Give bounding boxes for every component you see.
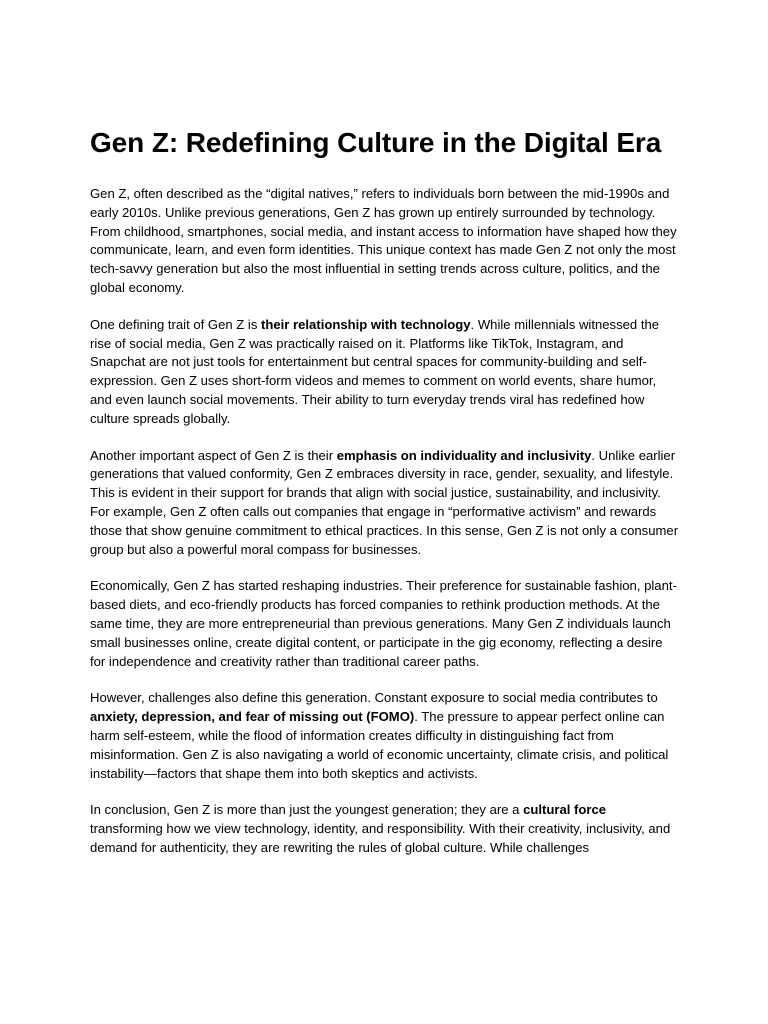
paragraph-text: . The pressure to appear perfect online can harm self-esteem, while the flood of information creates difficulty in distinguishing fact from misinformation. Gen Z is also navigating a world of economic uncertainty, climate crisis, and political instability—factors that shape them into both skeptics and activists.: [90, 709, 669, 781]
paragraph-technology: [90, 316, 680, 429]
bold-phrase: anxiety, depression, and fear of missing out (FOMO): [90, 709, 415, 725]
bold-phrase: emphasis on individuality and inclusivity: [336, 447, 592, 463]
document-body: [90, 123, 680, 876]
paragraph-text: However, challenges also define this generation. Constant exposure to social media contributes to: [90, 690, 658, 706]
paragraph-challenges: [90, 689, 680, 783]
document-title: Gen Z: Redefining Culture in the Digital Era: [90, 127, 662, 158]
paragraph-economy: Economically, Gen Z has started reshaping industries. Their preference for sustainable fashion, plant-based diets, and eco-friendly products has forced companies to rethink production methods. At the same time, they are more entrepreneurial than previous generations. Many Gen Z individuals launch small businesses online, create digital content, or participate in the gig economy, reflecting a desire for independence and creativity rather than traditional career paths.: [90, 578, 677, 669]
bold-phrase: cultural force: [523, 802, 607, 818]
paragraph-text: transforming how we view technology, identity, and responsibility. With their creativity, inclusivity, and demand for authenticity, they are rewriting the rules of global culture. While challenges: [90, 821, 671, 855]
paragraph-text: One defining trait of Gen Z is: [90, 316, 262, 332]
paragraph-intro: Gen Z, often described as the “digital natives,” refers to individuals born between the mid-1990s and early 2010s. Unlike previous generations, Gen Z has grown up entirely surrounded by technology. From childhood, smartphones, social media, and instant access to information have shaped how they communicate, learn, and even form identities. This unique context has made Gen Z not only the most tech-savvy generation but also the most influential in setting trends across culture, politics, and the global economy.: [90, 186, 677, 295]
paragraph-text: Another important aspect of Gen Z is their: [90, 447, 337, 463]
paragraph-conclusion: [90, 801, 680, 857]
paragraph-text: In conclusion, Gen Z is more than just the youngest generation; they are a: [90, 802, 524, 818]
paragraph-text: . While millennials witnessed the rise of social media, Gen Z was practically raised on it. Platforms like TikTok, Instagram, and Snapchat are not just tools for entertainment but central spaces for community-building and self-expression. Gen Z uses short-form videos and memes to comment on world events, share humor, and even launch social movements. Their ability to turn everyday trends viral has redefined how culture spreads globally.: [90, 316, 660, 426]
paragraph-inclusivity: [90, 447, 680, 560]
paragraph-text: . Unlike earlier generations that valued conformity, Gen Z embraces diversity in race, gender, sexuality, and lifestyle. This is evident in their support for brands that align with social justice, sustainability, and inclusivity. For example, Gen Z often calls out companies that engage in “performative activism” and rewards those that show genuine commitment to ethical practices. In this sense, Gen Z is not only a consumer group but also a powerful moral compass for businesses.: [90, 447, 679, 557]
bold-phrase: their relationship with technology: [261, 316, 471, 332]
